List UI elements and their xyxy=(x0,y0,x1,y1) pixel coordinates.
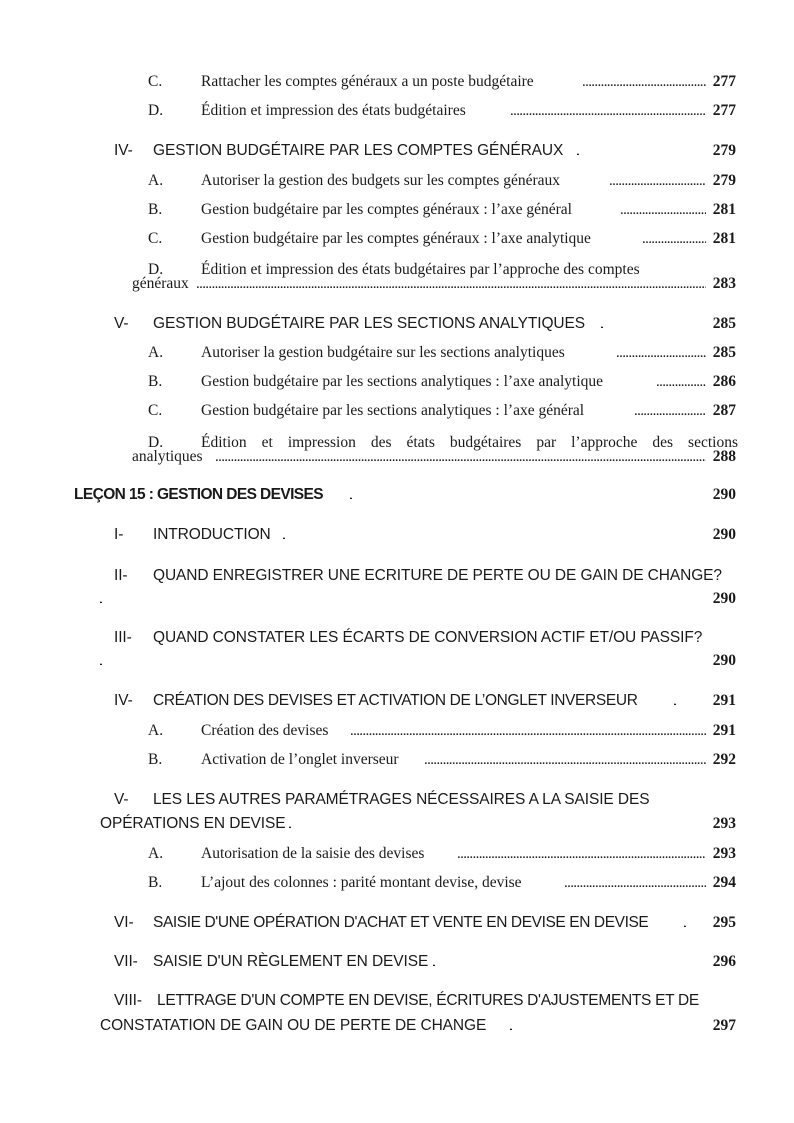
entry-title: Gestion budgétaire par les comptes généraux : l’axe analytique xyxy=(201,230,591,247)
entry-title: Gestion budgétaire par les sections analytiques : l’axe analytique xyxy=(201,373,604,390)
dot-leader xyxy=(350,721,706,741)
section-marker: IV- xyxy=(114,142,133,159)
entry-page: 279 xyxy=(712,172,736,189)
entry-page: 290 xyxy=(712,526,736,543)
dot-leader xyxy=(634,401,706,421)
entry-marker: B. xyxy=(148,373,163,390)
entry-title: Édition et impression des états budgétaires xyxy=(201,102,466,119)
dot-leader xyxy=(100,589,707,609)
entry-marker: D. xyxy=(148,261,164,278)
entry-page: 293 xyxy=(712,815,736,832)
entry-page: 290 xyxy=(712,652,736,669)
entry-title-continuation: généraux xyxy=(132,275,189,292)
entry-page: 290 xyxy=(712,486,736,503)
entry-marker: A. xyxy=(148,845,164,862)
entry-page: 285 xyxy=(712,315,736,332)
section-title: INTRODUCTION xyxy=(153,526,271,543)
entry-page: 296 xyxy=(712,953,736,970)
entry-page: 290 xyxy=(712,590,736,607)
entry-page: 281 xyxy=(712,230,736,247)
section-marker: IV- xyxy=(114,692,133,709)
entry-page: 288 xyxy=(712,448,736,465)
section-title-continuation: OPÉRATIONS EN DEVISE xyxy=(100,815,286,832)
entry-title-continuation: analytiques xyxy=(132,448,203,465)
toc-section[interactable] xyxy=(0,691,794,711)
toc-section[interactable] xyxy=(0,913,794,933)
entry-page: 293 xyxy=(712,845,736,862)
entry-page: 292 xyxy=(712,751,736,768)
dot-leader xyxy=(674,691,707,711)
toc-section-continuation[interactable] xyxy=(0,589,794,609)
entry-page: 281 xyxy=(712,201,736,218)
entry-marker: D. xyxy=(148,102,164,119)
entry-title: Autoriser la gestion des budgets sur les comptes généraux xyxy=(201,172,560,189)
dot-leader xyxy=(433,952,707,972)
dot-leader xyxy=(577,141,707,161)
toc-entry[interactable] xyxy=(0,171,794,191)
toc-entry[interactable] xyxy=(0,401,794,421)
dot-leader xyxy=(424,750,706,770)
entry-title: Rattacher les comptes généraux a un poste budgétaire xyxy=(201,73,534,90)
section-title: GESTION BUDGÉTAIRE PAR LES COMPTES GÉNÉRAUX xyxy=(153,142,564,159)
toc-section[interactable] xyxy=(0,566,794,586)
dot-leader xyxy=(616,343,706,363)
section-marker: VII- xyxy=(114,953,138,970)
dot-leader xyxy=(684,913,707,933)
toc-section-continuation[interactable] xyxy=(0,814,794,834)
section-marker: V- xyxy=(114,315,129,332)
toc-section[interactable] xyxy=(0,790,794,810)
entry-page: 287 xyxy=(712,402,736,419)
entry-marker: A. xyxy=(148,722,164,739)
entry-title: Édition et impression des états budgétaires par l’approche des sections xyxy=(201,434,738,451)
section-title: GESTION BUDGÉTAIRE PAR LES SECTIONS ANALYTIQUES xyxy=(153,315,585,332)
toc-entry-continuation[interactable] xyxy=(0,274,794,294)
entry-page: 285 xyxy=(712,344,736,361)
dot-leader xyxy=(601,314,707,334)
dot-leader xyxy=(609,171,706,191)
section-marker: VIII- xyxy=(114,992,142,1009)
entry-marker: A. xyxy=(148,344,164,361)
dot-leader xyxy=(642,229,706,249)
toc-entry[interactable] xyxy=(0,229,794,249)
section-marker: V- xyxy=(114,791,129,808)
entry-marker: C. xyxy=(148,230,163,247)
entry-page: 283 xyxy=(712,275,736,292)
dot-leader xyxy=(457,844,706,864)
entry-page: 277 xyxy=(712,73,736,90)
entry-page: 294 xyxy=(712,874,736,891)
toc-section[interactable] xyxy=(0,525,794,545)
entry-page: 277 xyxy=(712,102,736,119)
dot-leader xyxy=(620,200,706,220)
section-marker: VI- xyxy=(114,914,134,931)
section-title: QUAND ENREGISTRER UNE ECRITURE DE PERTE OU DE GAIN DE CHANGE? xyxy=(153,567,722,584)
entry-page: 291 xyxy=(712,722,736,739)
entry-marker: B. xyxy=(148,201,163,218)
section-title: LES LES AUTRES PARAMÉTRAGES NÉCESSAIRES A LA SAISIE DES xyxy=(153,791,650,808)
dot-leader xyxy=(283,525,707,545)
toc-entry[interactable] xyxy=(0,873,794,893)
chapter-title: LEÇON 15 : GESTION DES DEVISES xyxy=(74,486,324,503)
dot-leader xyxy=(510,1016,707,1036)
toc-section[interactable] xyxy=(0,991,794,1011)
dot-leader xyxy=(100,651,707,671)
dot-leader xyxy=(510,101,706,121)
section-marker: III- xyxy=(114,629,132,646)
section-title: CRÉATION DES DEVISES ET ACTIVATION DE L’ONGLET INVERSEUR xyxy=(153,692,638,709)
dot-leader xyxy=(289,814,707,834)
toc-chapter[interactable] xyxy=(0,485,794,505)
entry-page: 297 xyxy=(712,1017,736,1034)
dot-leader xyxy=(564,873,706,893)
section-title: LETTRAGE D'UN COMPTE EN DEVISE, ÉCRITURES D'AJUSTEMENTS ET DE xyxy=(157,992,699,1009)
entry-marker: B. xyxy=(148,751,163,768)
entry-marker: D. xyxy=(148,434,164,451)
toc-section[interactable] xyxy=(0,952,794,972)
toc-section[interactable] xyxy=(0,628,794,648)
section-marker: II- xyxy=(114,567,128,584)
entry-title: Activation de l’onglet inverseur xyxy=(201,751,399,768)
entry-page: 279 xyxy=(712,142,736,159)
toc-entry[interactable] xyxy=(0,750,794,770)
toc-entry[interactable] xyxy=(0,72,794,92)
entry-title: L’ajout des colonnes : parité montant devise, devise xyxy=(201,874,522,891)
section-title: SAISIE D'UNE OPÉRATION D'ACHAT ET VENTE EN DEVISE EN DEVISE xyxy=(153,914,649,931)
entry-title: Autoriser la gestion budgétaire sur les sections analytiques xyxy=(201,344,565,361)
toc-entry-continuation[interactable] xyxy=(0,447,794,467)
entry-page: 291 xyxy=(712,692,736,709)
toc-section-continuation[interactable] xyxy=(0,1016,794,1036)
toc-entry[interactable] xyxy=(0,200,794,220)
entry-title: Autorisation de la saisie des devises xyxy=(201,845,425,862)
toc-entry[interactable] xyxy=(0,101,794,121)
toc-entry[interactable] xyxy=(0,343,794,363)
entry-title: Création des devises xyxy=(201,722,329,739)
section-title: QUAND CONSTATER LES ÉCARTS DE CONVERSION ACTIF ET/OU PASSIF? xyxy=(153,629,703,646)
toc-entry[interactable] xyxy=(0,372,794,392)
dot-leader xyxy=(582,72,706,92)
entry-title: Gestion budgétaire par les comptes généraux : l’axe général xyxy=(201,201,572,218)
section-title-continuation: CONSTATATION DE GAIN OU DE PERTE DE CHANGE xyxy=(100,1017,487,1034)
entry-marker: A. xyxy=(148,172,164,189)
entry-title: Édition et impression des états budgétaires par l’approche des comptes xyxy=(201,261,640,278)
toc-section[interactable] xyxy=(0,314,794,334)
entry-marker: C. xyxy=(148,402,163,419)
entry-marker: C. xyxy=(148,73,163,90)
toc-section-continuation[interactable] xyxy=(0,651,794,671)
section-title: SAISIE D'UN RÈGLEMENT EN DEVISE xyxy=(153,953,429,970)
toc-entry[interactable] xyxy=(0,844,794,864)
dot-leader xyxy=(196,274,706,294)
entry-marker: B. xyxy=(148,874,163,891)
entry-title: Gestion budgétaire par les sections analytiques : l’axe général xyxy=(201,402,585,419)
toc-section[interactable] xyxy=(0,141,794,161)
dot-leader xyxy=(350,485,706,505)
dot-leader xyxy=(215,447,706,467)
toc-entry[interactable] xyxy=(0,721,794,741)
entry-page: 295 xyxy=(712,914,736,931)
section-marker: I- xyxy=(114,526,124,543)
entry-page: 286 xyxy=(712,373,736,390)
dot-leader xyxy=(656,372,706,392)
